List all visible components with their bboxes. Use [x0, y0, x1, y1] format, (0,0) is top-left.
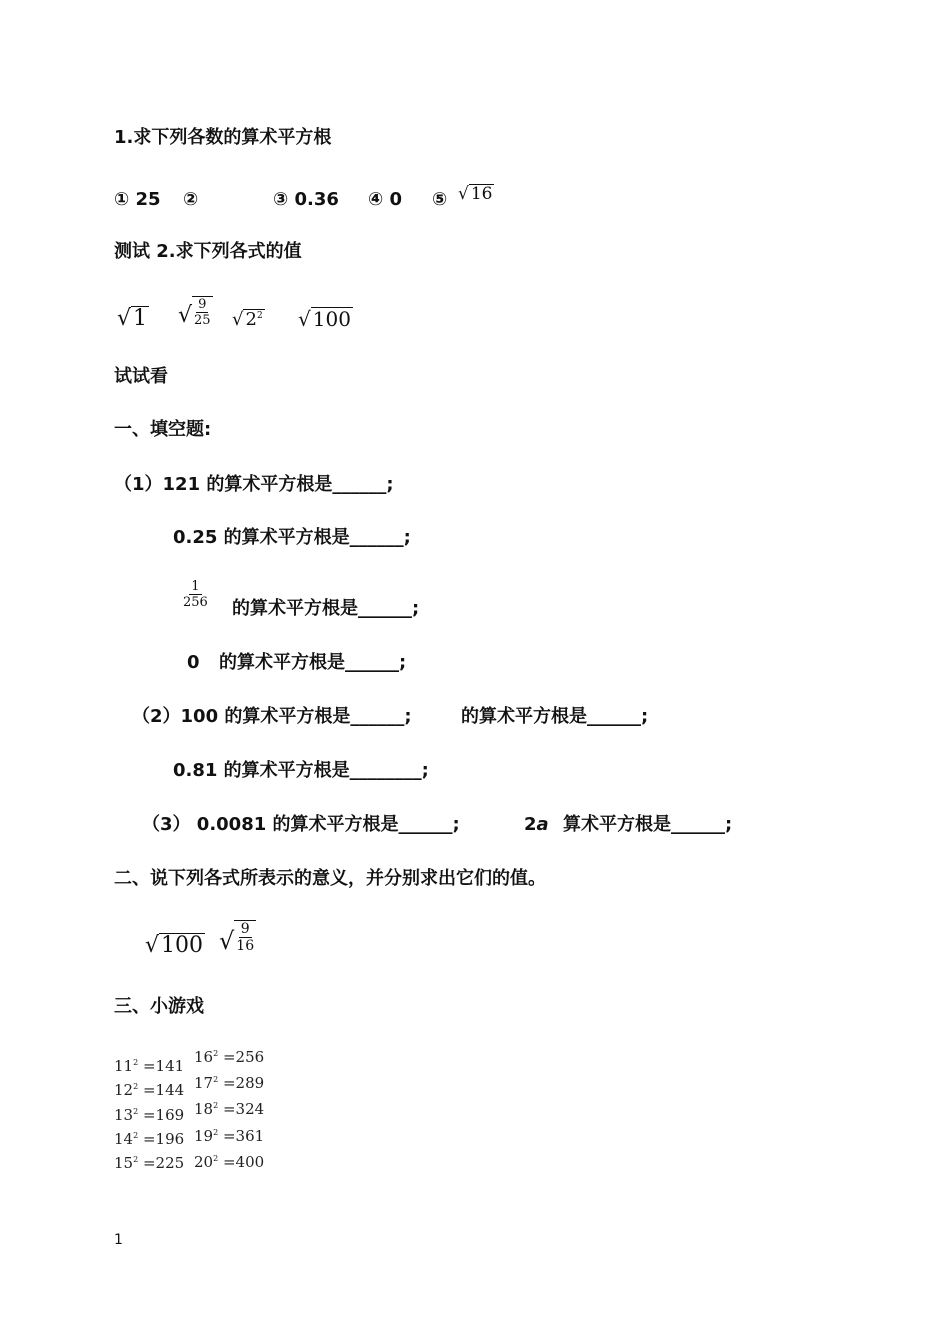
square-row-right: $18^2 =324$ [194, 1100, 265, 1118]
page-number: 1 [114, 1232, 123, 1248]
section1-title: 一、填空题: [114, 419, 212, 440]
fill-line-6: 0.81 的算术平方根是________; [173, 760, 429, 781]
fill-line-7b-2a: 2a [524, 814, 549, 835]
sec2-sqrt-100-expression: √ 100 [145, 933, 204, 958]
fill-line-7b: 算术平方根是______; [563, 814, 733, 835]
sqrt-2-squared-expression: √ $2^2$ [232, 309, 263, 330]
radical-icon: √ [458, 184, 469, 204]
sqrt-16-expression: √ 16 [458, 184, 493, 204]
section2-title: 二、说下列各式所表示的意义，并分别求出它们的值。 [114, 868, 546, 889]
radical-icon: √ [232, 309, 244, 330]
fraction: $\frac{9}{25}$ [194, 297, 211, 328]
fraction-1-over-256: $\frac{1}{256}$ [183, 579, 208, 610]
radical-icon: √ [145, 933, 160, 958]
sec2-sqrt-9-over-16-expression: √ $\frac{9}{16}$ [219, 921, 255, 955]
q1-item-1: ① 25 [114, 189, 161, 210]
fill-line-3: 的算术平方根是______; [232, 598, 420, 619]
square-row-right: $16^2 =256$ [194, 1048, 265, 1066]
sqrt-1-expression: √ 1 [117, 306, 148, 331]
square-row-right: $20^2 =400$ [194, 1153, 265, 1171]
square-row-left: $12^2 =144$ [114, 1081, 185, 1099]
section3-title: 三、小游戏 [114, 996, 204, 1017]
square-row-left: $14^2 =196$ [114, 1130, 185, 1148]
fill-line-1: （1）121 的算术平方根是______; [114, 474, 394, 495]
square-row-right: $17^2 =289$ [194, 1074, 265, 1092]
radical-icon: √ [298, 307, 311, 331]
try-title: 试试看 [114, 366, 168, 387]
square-row-left: $15^2 =225$ [114, 1154, 185, 1172]
q1-item-5: ⑤ [432, 189, 448, 210]
q1-item-3: ③ 0.36 [273, 189, 339, 210]
fill-line-5a: （2）100 的算术平方根是______; [132, 706, 412, 727]
square-row-left: $11^2 =141$ [114, 1057, 185, 1075]
fill-line-2: 0.25 的算术平方根是______; [173, 527, 411, 548]
fill-line-4: 的算术平方根是______; [219, 652, 407, 673]
radical-icon: √ [219, 927, 235, 955]
square-row-right: $19^2 =361$ [194, 1127, 265, 1145]
q1-item-4: ④ 0 [368, 189, 403, 210]
q1-item-2: ② [183, 189, 199, 210]
fill-line-4-zero: 0 [187, 652, 200, 673]
square-row-left: $13^2 =169$ [114, 1106, 185, 1124]
sqrt-100-expression: √ 100 [298, 307, 351, 331]
q1-title: 1.求下列各数的算术平方根 [114, 127, 332, 148]
radical-icon: √ [178, 303, 193, 328]
q2-title: 测试 2.求下列各式的值 [114, 241, 302, 262]
radical-icon: √ [117, 306, 132, 331]
sqrt-9-over-25-expression [178, 296, 213, 327]
fill-line-5b: 的算术平方根是______; [461, 706, 649, 727]
fill-line-7a: （3） 0.0081 的算术平方根是______; [142, 814, 460, 835]
